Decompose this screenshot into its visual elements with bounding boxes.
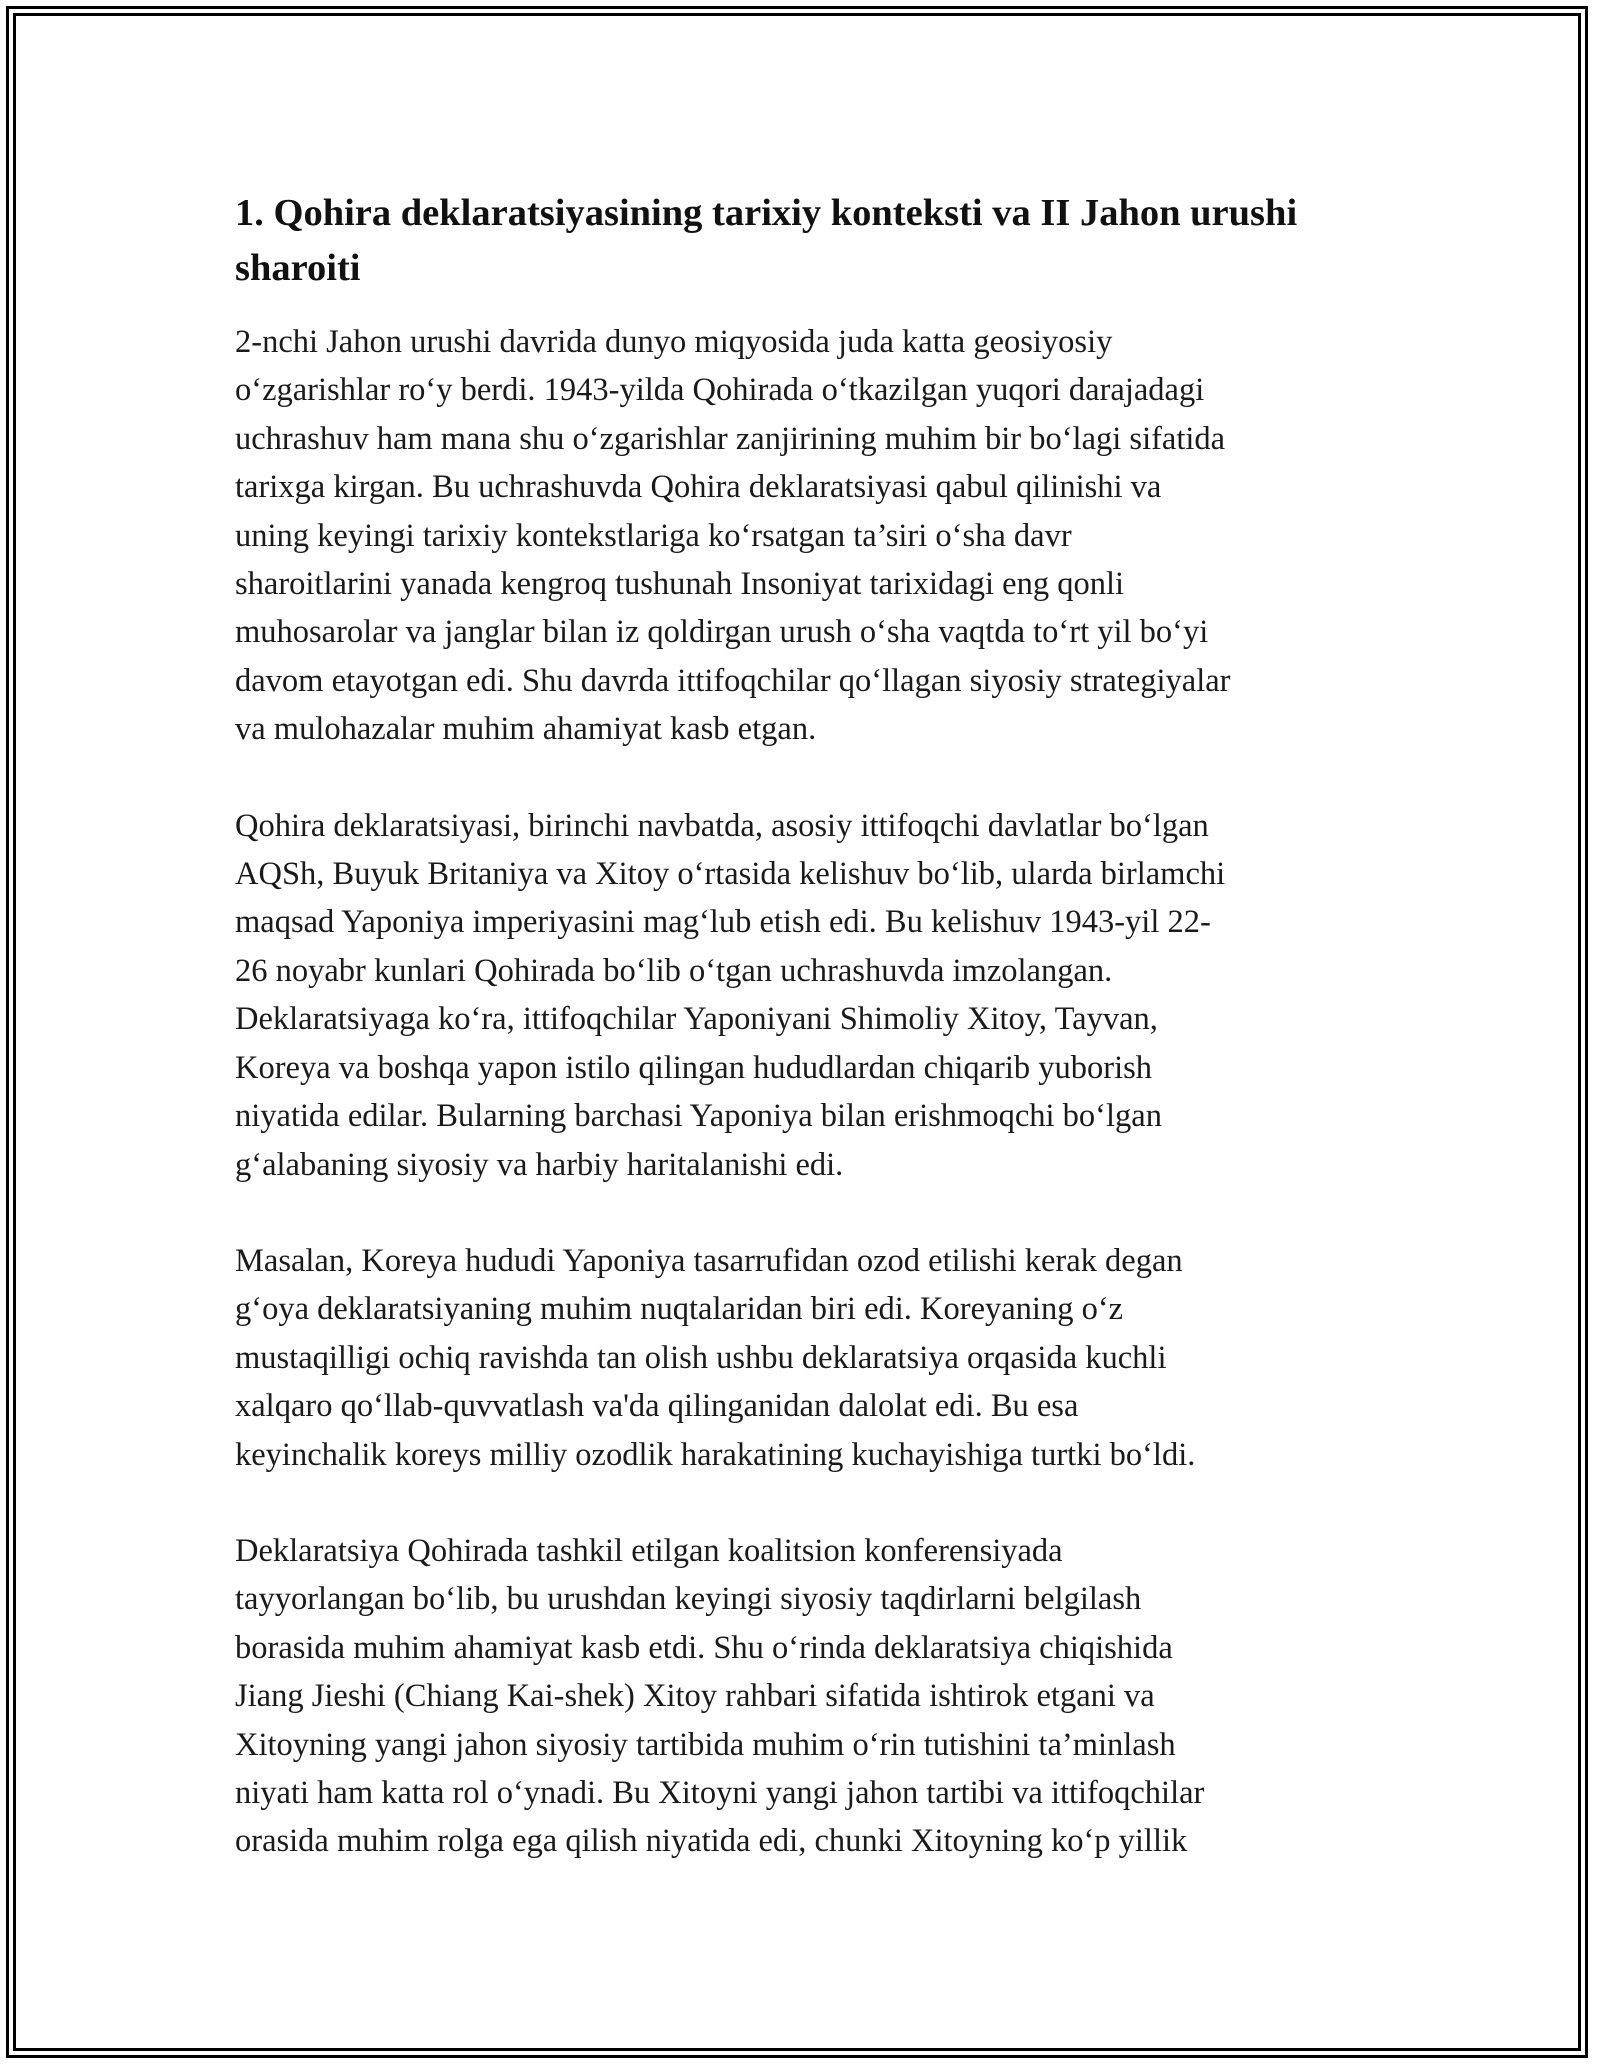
section-heading: 1. Qohira deklaratsiyasining tarixiy konteksti va II Jahon urushi sharoiti [235, 192, 1298, 289]
paragraph-1: 2-nchi Jahon urushi davrida dunyo miqyosida juda katta geosiyosiy o‘zgarishlar ro‘y berdi. 1943-yilda Qohirada o‘tkazilgan yuqori darajadagi uchrashuv ham mana shu o‘zgarishlar zanjirining muhim bir bo‘lagi sifatida tarixga kirgan. Bu uchrashuvda Qohira deklaratsiyasi qabul qilinishi va uning keyingi tarixiy kontekstlariga ko‘rsatgan ta’siri o‘sha davr sharoitlarini yanada kengroq tushunah Insoniyat tarixidagi eng qonli muhosarolar va janglar bilan iz qoldirgan urush o‘sha vaqtda to‘rt yil bo‘yi davom etayotgan edi. Shu davrda ittifoqchilar qo‘llagan siyosiy strategiyalar va mulohazalar muhim ahamiyat kasb etgan. [235, 324, 1231, 748]
paragraph-4: Deklaratsiya Qohirada tashkil etilgan koalitsion konferensiyada tayyorlangan bo‘lib, bu urushdan keyingi siyosiy taqdirlarni belgilash borasida muhim ahamiyat kasb etdi. Shu o‘rinda deklaratsiya chiqishida Jiang Jieshi (Chiang Kai-shek) Xitoy rahbari sifatida ishtirok etgani va Xitoyning yangi jahon siyosiy tartibida muhim o‘rin tutishini ta’minlash niyati ham katta rol o‘ynadi. Bu Xitoyni yangi jahon tartibi va ittifoqchilar orasida muhim rolga ega qilish niyatida edi, chunki Xitoyning ko‘p yillik [235, 1532, 1205, 1860]
paragraph-2: Qohira deklaratsiyasi, birinchi navbatda, asosiy ittifoqchi davlatlar bo‘lgan AQSh, Buyuk Britaniya va Xitoy o‘rtasida kelishuv bo‘lib, ularda birlamchi maqsad Yaponiya imperiyasini mag‘lub etish edi. Bu kelishuv 1943-yil 22- 26 noyabr kunlari Qohirada bo‘lib o‘tgan uchrashuvda imzolangan. Deklaratsiyaga ko‘ra, ittifoqchilar Yaponiyani Shimoliy Xitoy, Tayvan, Koreya va boshqa yapon istilo qilingan hududlardan chiqarib yuborish niyatida edilar. Bularning barchasi Yaponiya bilan erishmoqchi bo‘lgan g‘alabaning siyosiy va harbiy haritalanishi edi. [235, 807, 1226, 1183]
paragraph-3: Masalan, Koreya hududi Yaponiya tasarrufidan ozod etilishi kerak degan g‘oya deklaratsiyaning muhim nuqtalaridan biri edi. Koreyaning o‘z mustaqilligi ochiq ravishda tan olish ushbu deklaratsiya orqasida kuchli xalqaro qo‘llab-quvvatlash va'da qilinganidan dalolat edi. Bu esa keyinchalik koreys milliy ozodlik harakatining kuchayishiga turtki bo‘ldi. [235, 1242, 1196, 1473]
document-body [235, 186, 1365, 1914]
